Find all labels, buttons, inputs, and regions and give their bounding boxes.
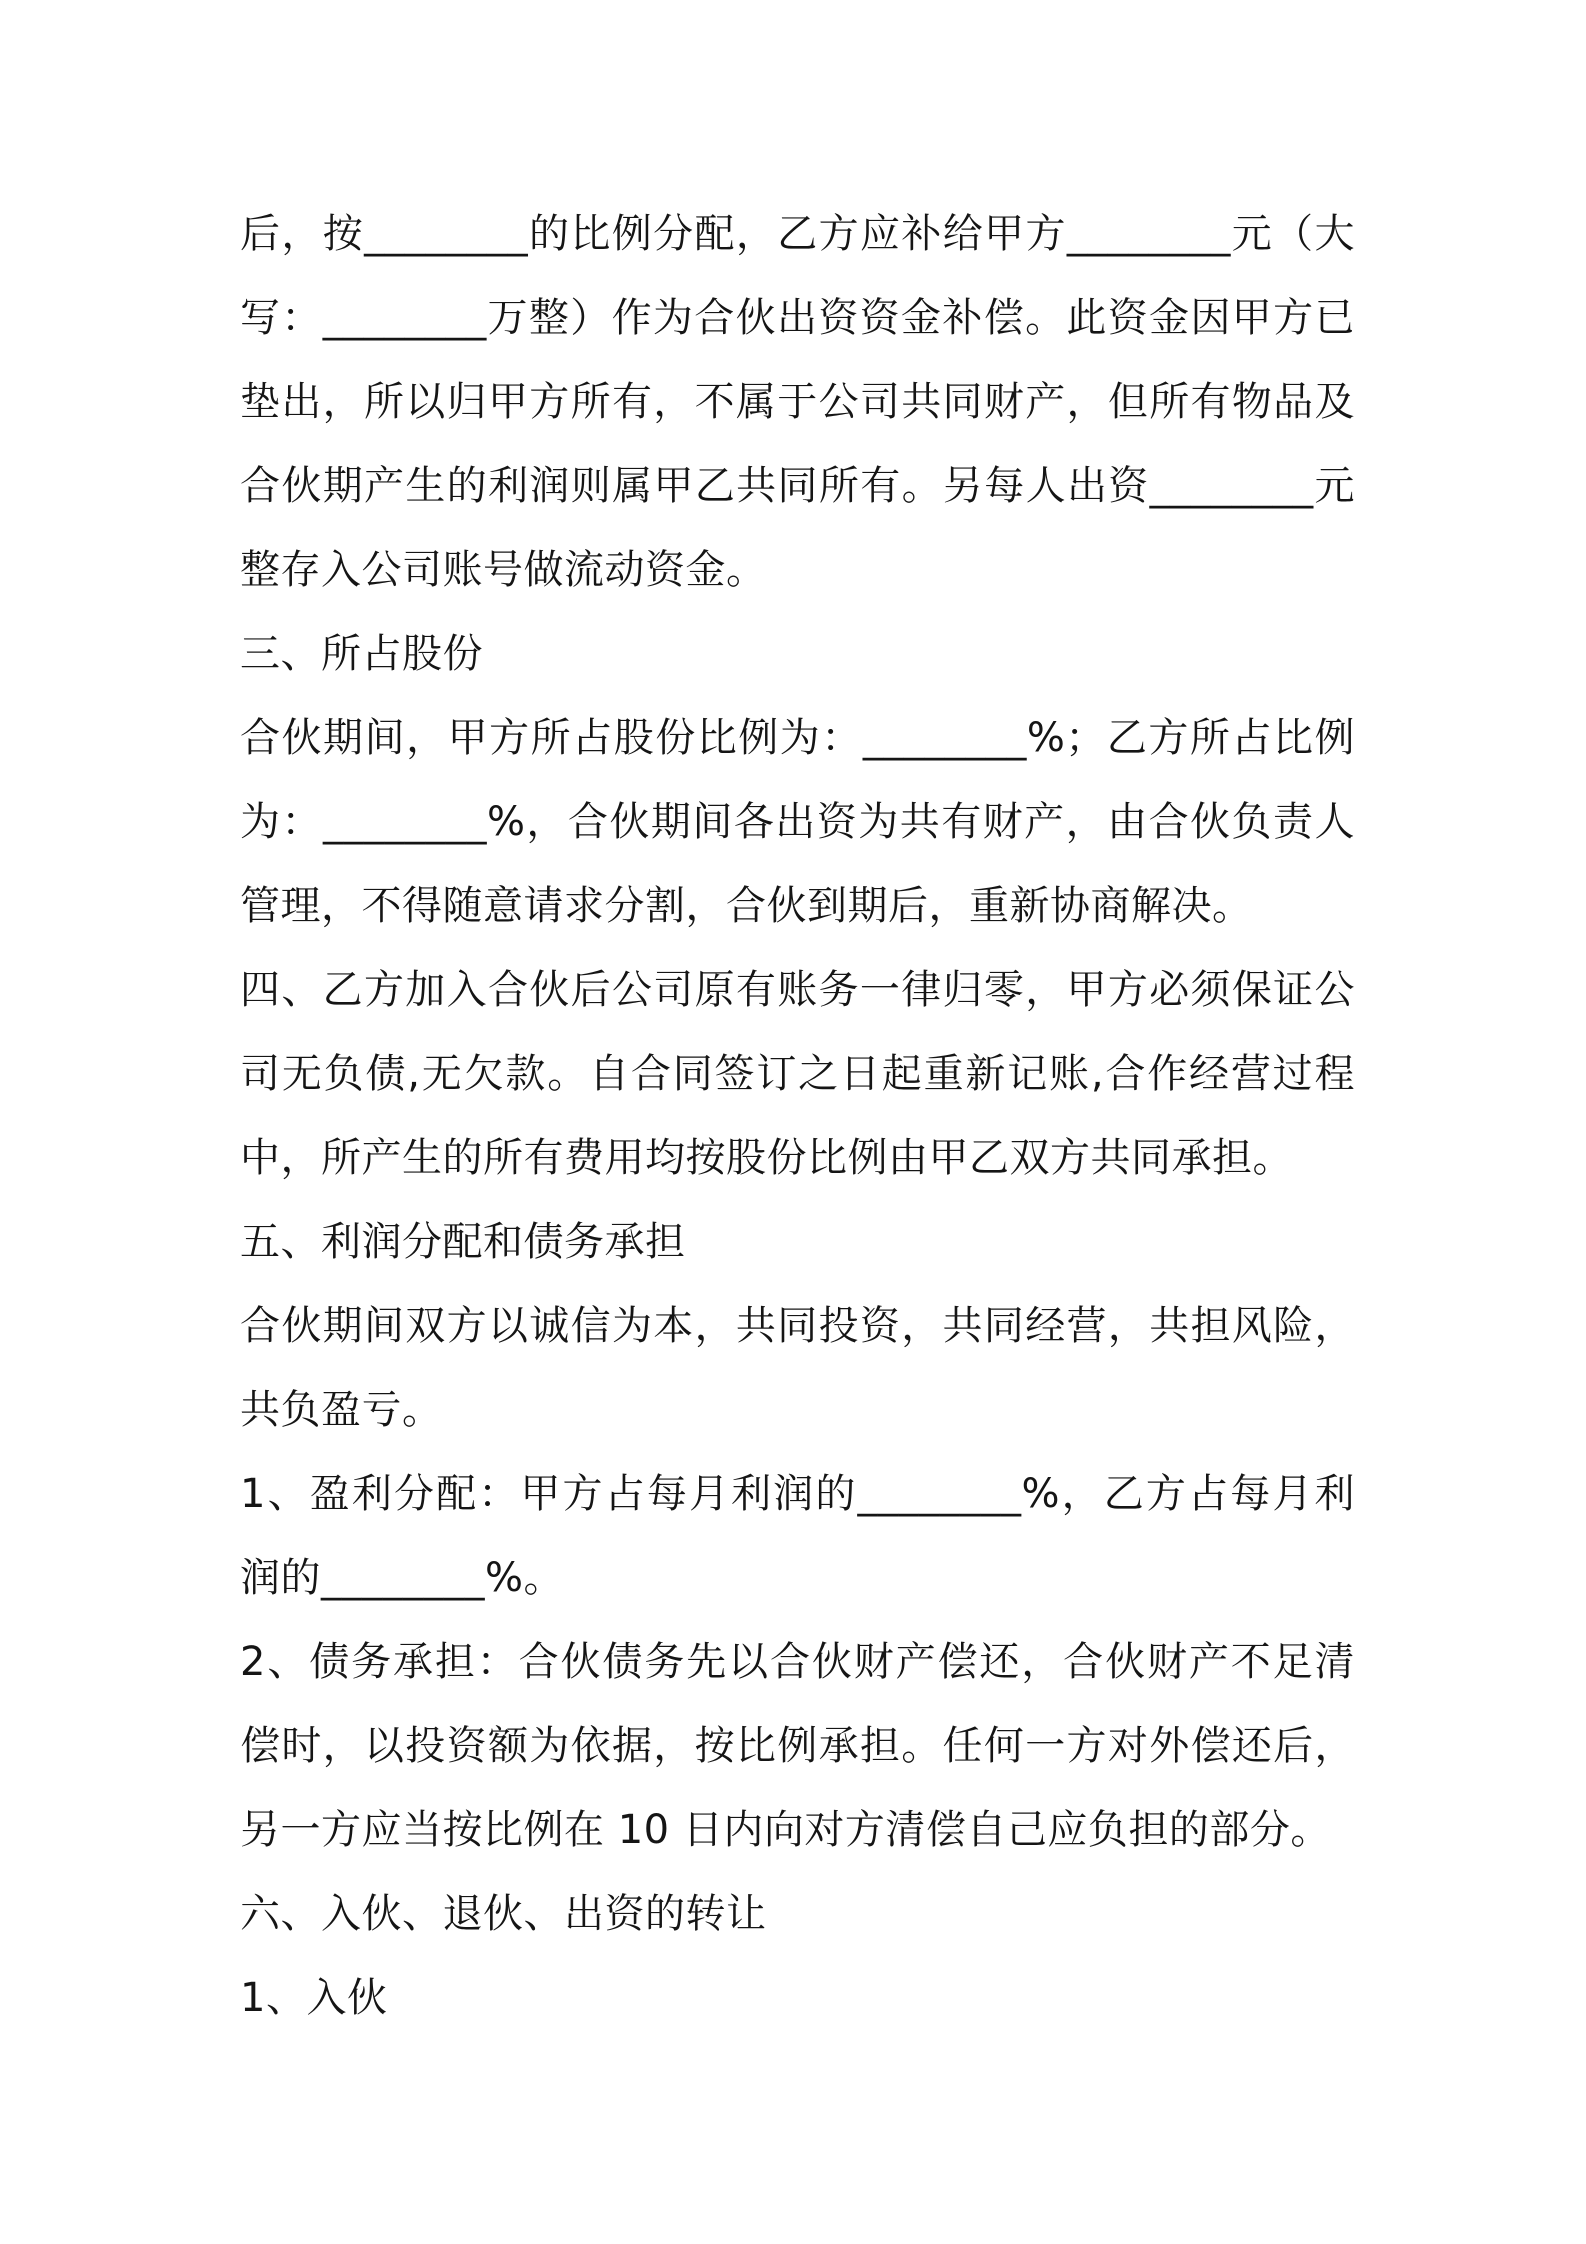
- section-heading-admission-withdrawal: 六、入伙、退伙、出资的转让: [240, 1891, 767, 1937]
- section-heading-profit-debt: 五、利润分配和债务承担: [240, 1219, 686, 1265]
- paragraph-good-faith: 合伙期间双方以诚信为本，共同投资，共同经营，共担风险，共负盈亏。: [240, 1303, 1355, 1433]
- paragraph-profit-distribution: 1、盈利分配：甲方占每月利润的________%，乙方占每月利润的________%。: [240, 1471, 1355, 1601]
- paragraph-capital-compensation: 后，按________的比例分配，乙方应补给甲方________元（大写：________万整）作为合伙出资资金补偿。此资金因甲方已垫出，所以归甲方所有，不属于公司共同财产，但所有物品及合伙期产生的利润则属甲乙共同所有。另每人出资________元整存入公司账号做流动资金。: [240, 211, 1355, 593]
- paragraph-share-ratio: 合伙期间，甲方所占股份比例为：________%；乙方所占比例为：________%，合伙期间各出资为共有财产，由合伙负责人管理，不得随意请求分割，合伙到期后，重新协商解决。: [240, 715, 1355, 929]
- section-heading-shares: 三、所占股份: [240, 631, 483, 677]
- subsection-heading-admission: 1、入伙: [240, 1975, 388, 2021]
- paragraph-accounts-reset: 四、乙方加入合伙后公司原有账务一律归零，甲方必须保证公司无负债,无欠款。自合同签订之日起重新记账,合作经营过程中，所产生的所有费用均按股份比例由甲乙双方共同承担。: [240, 967, 1355, 1181]
- paragraph-debt-bearing: 2、债务承担：合伙债务先以合伙财产偿还，合伙财产不足清偿时，以投资额为依据，按比例承担。任何一方对外偿还后，另一方应当按比例在 10 日内向对方清偿自己应负担的部分。: [240, 1639, 1355, 1853]
- document-body: [240, 192, 1355, 2040]
